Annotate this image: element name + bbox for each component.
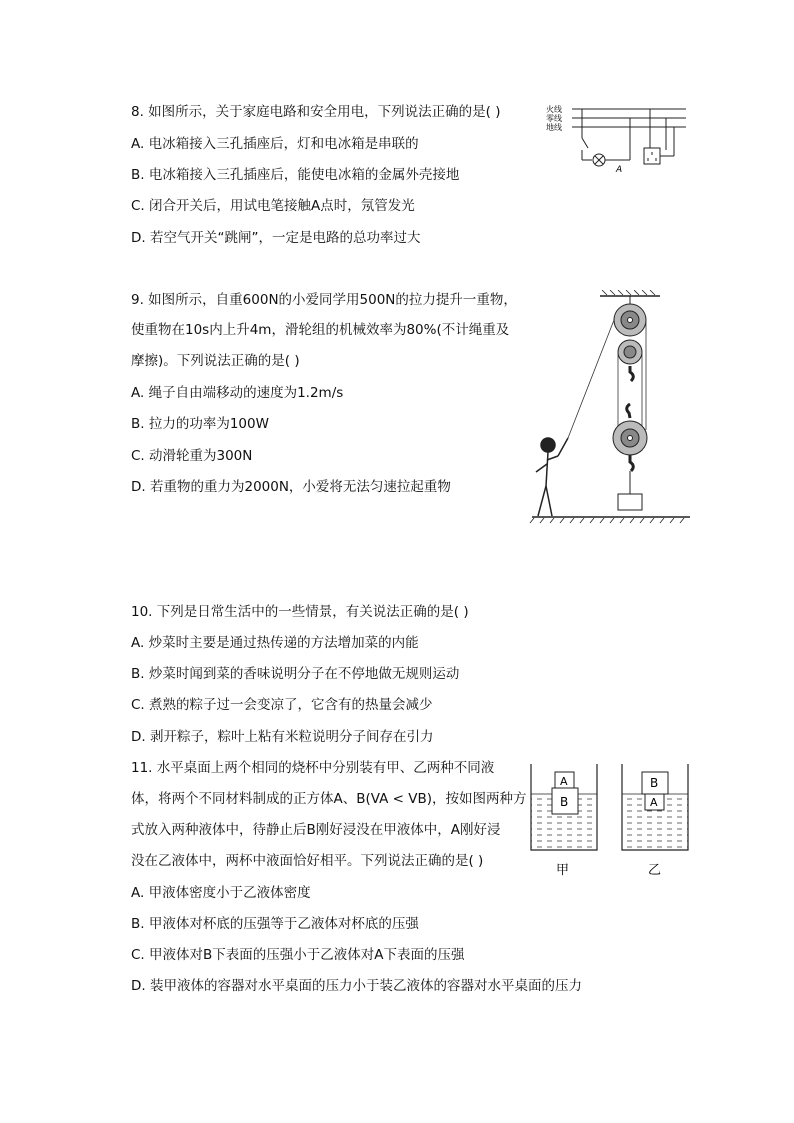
q8-option-d: D. 若空气开关“跳闸”，一定是电路的总功率过大: [131, 230, 421, 246]
q9-option-c: C. 动滑轮重为300N: [131, 448, 253, 464]
pulley-system-figure: [528, 290, 694, 526]
q10-option-a: A. 炒菜时主要是通过热传递的方法增加菜的内能: [131, 635, 419, 651]
q8-option-b: B. 电冰箱接入三孔插座后，能使电冰箱的金属外壳接地: [131, 167, 460, 183]
q11-option-d: D. 装甲液体的容器对水平桌面的压力小于装乙液体的容器对水平桌面的压力: [131, 978, 582, 994]
q10-option-d: D. 剥开粽子，粽叶上粘有米粒说明分子间存在引力: [131, 729, 434, 745]
q11-stem-line-3: 式放入两种液体中，待静止后B刚好浸没在甲液体中，A刚好浸: [131, 822, 501, 838]
fixed-pulley-icon: [614, 304, 646, 381]
weight-block: [618, 494, 642, 510]
q11-stem-line-2: 体，将两个不同材料制成的正方体A、B(VA < VB)，按如图两种方: [131, 791, 527, 807]
q8-option-a: A. 电冰箱接入三孔插座后，灯和电冰箱是串联的: [131, 136, 419, 152]
q11-option-b: B. 甲液体对杯底的压强等于乙液体对杯底的压强: [131, 916, 419, 932]
socket-icon: [644, 148, 660, 164]
switch-icon: [582, 138, 588, 148]
label-jia: 甲: [556, 863, 570, 878]
svg-text:B: B: [560, 795, 569, 809]
q9-stem-line-3: 摩擦)。下列说法正确的是( ): [131, 353, 300, 369]
q8-option-c: C. 闭合开关后，用试电笔接触A点时，氖管发光: [131, 198, 415, 214]
beaker-jia: [531, 764, 597, 850]
wire-label-live: 火线: [546, 105, 562, 114]
q9-option-b: B. 拉力的功率为100W: [131, 416, 269, 432]
q9-option-d: D. 若重物的重力为2000N，小爱将无法匀速拉起重物: [131, 479, 451, 495]
household-circuit-figure: [540, 100, 690, 178]
svg-text:B: B: [650, 776, 659, 790]
q9-option-a: A. 绳子自由端移动的速度为1.2m/s: [131, 385, 344, 401]
beaker-figure: [526, 760, 696, 882]
q11-option-a: A. 甲液体密度小于乙液体密度: [131, 885, 311, 901]
q10-option-c: C. 煮熟的粽子过一会变凉了，它含有的热量会减少: [131, 697, 433, 713]
q11-stem-line-4: 没在乙液体中，两杯中液面恰好相平。下列说法正确的是( ): [131, 853, 484, 869]
beaker-yi: [622, 764, 688, 850]
q9-stem-line-1: 9. 如图所示，自重600N的小爱同学用500N的拉力提升一重物，: [131, 292, 517, 308]
q11-stem-line-1: 11. 水平桌面上两个相同的烧杯中分别装有甲、乙两种不同液: [131, 760, 495, 776]
svg-text:A: A: [650, 796, 658, 809]
q8-stem: 8. 如图所示，关于家庭电路和安全用电，下列说法正确的是( ): [131, 104, 501, 120]
wire-label-neutral: 零线: [546, 114, 562, 123]
label-yi: 乙: [648, 863, 662, 878]
wire-label-ground: 地线: [546, 123, 562, 132]
point-a-label: A: [616, 165, 623, 175]
q11-option-c: C. 甲液体对B下表面的压强小于乙液体对A下表面的压强: [131, 947, 465, 963]
q10-stem: 10. 下列是日常生活中的一些情景，有关说法正确的是( ): [131, 604, 469, 620]
q10-option-b: B. 炒菜时闻到菜的香味说明分子在不停地做无规则运动: [131, 666, 460, 682]
q9-stem-line-2: 使重物在10s内上升4m，滑轮组的机械效率为80%(不计绳重及: [131, 322, 510, 338]
svg-text:A: A: [560, 775, 568, 788]
person-icon: [536, 438, 568, 516]
